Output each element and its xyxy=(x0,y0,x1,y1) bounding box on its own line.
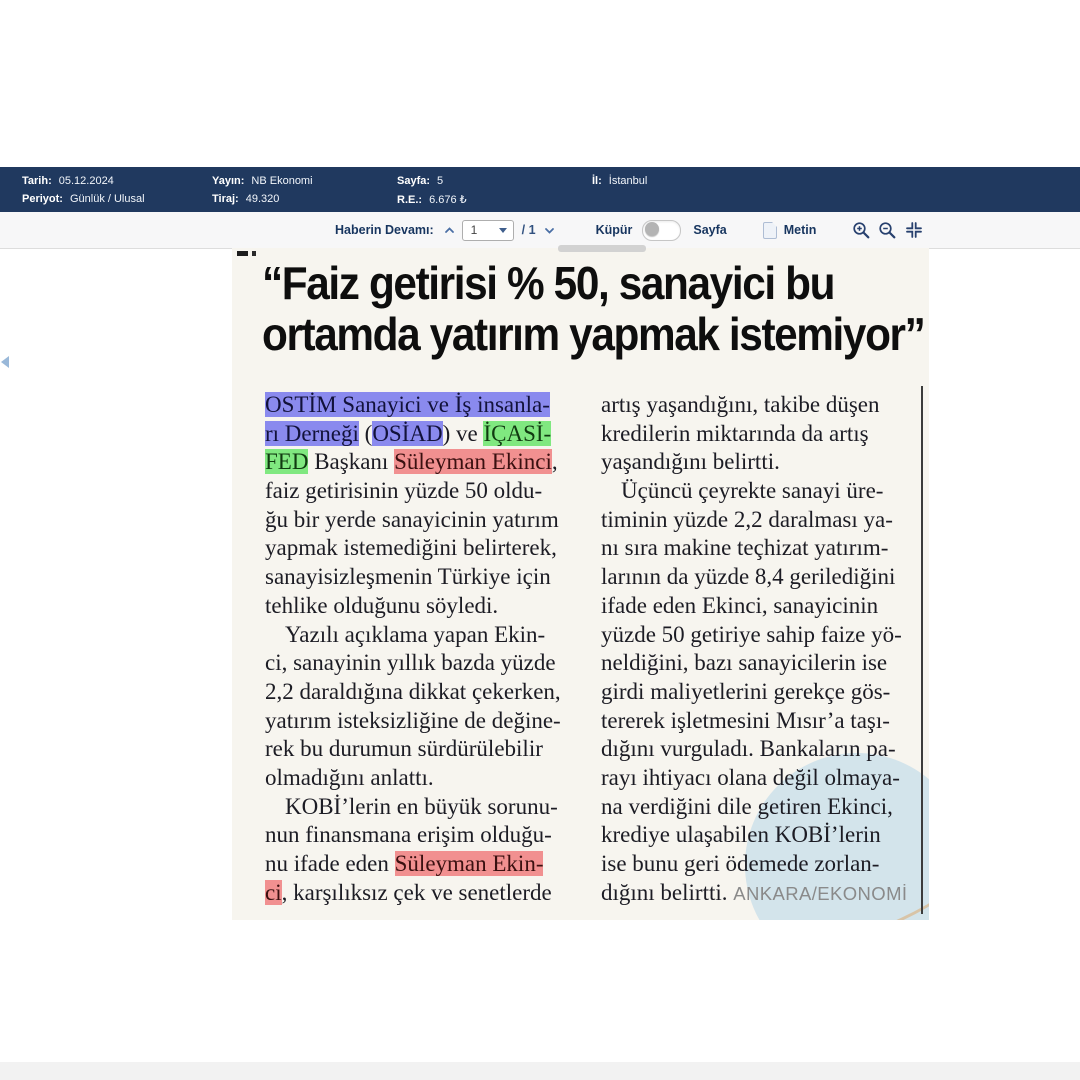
compress-icon[interactable] xyxy=(905,221,923,239)
page-total: / 1 xyxy=(521,223,536,237)
article-line xyxy=(265,707,579,736)
article-line xyxy=(265,764,579,793)
article-line xyxy=(601,764,915,793)
meta-cell-date xyxy=(22,167,202,212)
zoom-out-icon[interactable] xyxy=(878,221,897,240)
article-line xyxy=(265,649,579,678)
article-text: rek bu durumun sürdürülebilir xyxy=(265,736,543,762)
highlighted-text: İÇASİ- xyxy=(483,420,552,446)
article-line xyxy=(601,477,915,506)
article-headline xyxy=(262,257,925,360)
meta-cell-publication xyxy=(212,167,382,212)
article-text: 2,2 daraldığına dikkat çekerken, xyxy=(265,678,561,704)
newspaper-clipping xyxy=(232,248,929,920)
article-line xyxy=(601,420,915,449)
article-line xyxy=(601,735,915,764)
highlighted-text: OSİAD xyxy=(372,420,443,446)
article-text: girdi maliyetlerini gerekçe gös- xyxy=(601,678,891,704)
article-text: nı sıra makine teçhizat yatırım- xyxy=(601,535,889,561)
article-text: artış yaşandığını, takibe düşen xyxy=(601,392,880,417)
highlighted-text: Süleyman Ekin- xyxy=(394,851,544,876)
article-line xyxy=(601,563,915,592)
article-column-right xyxy=(601,391,915,907)
zoom-in-icon[interactable] xyxy=(852,221,871,240)
article-text: Yazılı açıklama yapan Ekin- xyxy=(285,621,546,647)
article-text: yüzde 50 getiriye sahip faize yö- xyxy=(601,621,902,647)
article-text: nun finansmana erişim olduğu- xyxy=(265,822,552,848)
article-line xyxy=(265,448,579,477)
highlighted-text: FED xyxy=(265,449,309,475)
chevron-down-icon[interactable] xyxy=(544,225,554,235)
meta-label: Tiraj: xyxy=(212,193,239,205)
meta-value: 5 xyxy=(437,175,444,187)
article-line xyxy=(265,563,579,592)
article-body xyxy=(265,391,915,907)
highlighted-text: Süleyman Ekinci xyxy=(394,449,552,475)
article-line xyxy=(601,391,915,420)
article-text: ci, sanayinin yıllık bazda yüzde xyxy=(265,650,556,676)
page-select[interactable] xyxy=(462,220,514,241)
article-line xyxy=(265,793,579,822)
article-line xyxy=(265,678,579,707)
article-text: Başkanı xyxy=(308,449,395,475)
article-line xyxy=(601,506,915,535)
article-line xyxy=(265,506,579,535)
meta-label: Tarih: xyxy=(22,175,52,187)
article-line xyxy=(601,534,915,563)
meta-value: 05.12.2024 xyxy=(58,175,114,187)
highlighted-text: ANKARA/EKONOMİ xyxy=(733,882,908,904)
article-text: neldiğini, bazı sanayicilerin ise xyxy=(601,650,888,676)
article-line xyxy=(265,850,579,879)
article-line xyxy=(265,821,579,850)
article-text: larının da yüzde 8,4 gerilediğini xyxy=(601,564,896,590)
article-line xyxy=(265,621,579,650)
bottom-strip xyxy=(0,1062,1080,1080)
chevron-up-icon[interactable] xyxy=(444,225,454,235)
meta-label: İl: xyxy=(592,175,602,187)
article-line xyxy=(265,534,579,563)
continuation-label: Haberin Devamı: xyxy=(335,223,434,237)
article-text: nu ifade eden xyxy=(265,851,395,876)
article-line xyxy=(265,420,579,449)
article-text: , karşılıksız çek ve senetlerde xyxy=(281,879,552,905)
meta-label: R.E.: xyxy=(397,194,423,206)
meta-cell-page xyxy=(397,167,547,212)
article-text: olmadığını anlattı. xyxy=(265,764,434,790)
kupur-label[interactable]: Küpür xyxy=(595,223,633,237)
article-text: sanayisizleşmenin Türkiye için xyxy=(265,564,551,590)
article-text: yaşandığını belirtti. xyxy=(601,449,780,475)
article-line xyxy=(601,678,915,707)
article-text: faiz getirisinin yüzde 50 oldu- xyxy=(265,478,543,504)
kupur-sayfa-toggle[interactable] xyxy=(642,220,681,241)
article-line xyxy=(265,592,579,621)
article-line xyxy=(265,391,579,420)
article-line xyxy=(265,879,579,908)
article-column-left xyxy=(265,391,579,907)
article-text: ğu bir yerde sanayicinin yatırım xyxy=(265,506,559,532)
metin-label[interactable]: Metin xyxy=(783,223,817,237)
article-text: timinin yüzde 2,2 daralması ya- xyxy=(601,506,893,532)
meta-value: İstanbul xyxy=(608,175,648,187)
article-line xyxy=(601,592,915,621)
select-arrow-icon xyxy=(499,228,507,233)
highlighted-text: ci xyxy=(265,879,282,905)
sayfa-label[interactable]: Sayfa xyxy=(693,223,727,237)
article-text: ifade eden Ekinci, sanayicinin xyxy=(601,592,879,618)
article-text: yapmak istemediğini belirterek, xyxy=(265,535,557,561)
viewer-toolbar xyxy=(0,212,1080,249)
article-line xyxy=(601,707,915,736)
page-select-value: 1 xyxy=(470,223,478,237)
article-line xyxy=(601,793,915,822)
article-text: dığını vurguladı. Bankaların pa- xyxy=(601,736,896,762)
meta-value: 6.676 ₺ xyxy=(429,194,467,206)
article-text: yatırım isteksizliğine de değine- xyxy=(265,707,561,733)
article-text: tehlike olduğunu söyledi. xyxy=(265,592,499,618)
article-line xyxy=(601,448,915,477)
highlighted-text: rı Derneği xyxy=(265,420,359,446)
article-text: na verdiğini dile getiren Ekinci, xyxy=(601,793,893,819)
article-text: , xyxy=(551,449,558,475)
headline-line: ortamda yatırım yapmak istemiyor” xyxy=(262,308,925,360)
meta-value: NB Ekonomi xyxy=(251,175,313,187)
article-line xyxy=(265,735,579,764)
headline-line: “Faiz getirisi % 50, sanayici bu xyxy=(262,257,835,309)
article-text: kredilerin miktarında da artış xyxy=(601,420,869,446)
article-line xyxy=(601,850,915,879)
article-text: krediye ulaşabilen KOBİ’lerin xyxy=(601,822,881,848)
meta-label: Sayfa: xyxy=(397,175,431,187)
article-text: rayı ihtiyacı olana değil olmaya- xyxy=(601,764,900,790)
scan-crop-artifact xyxy=(237,251,248,256)
article-text: ( xyxy=(358,420,373,446)
meta-cell-city xyxy=(592,167,742,212)
toggle-knob xyxy=(645,222,659,236)
article-line xyxy=(265,477,579,506)
meta-value: Günlük / Ulusal xyxy=(69,193,145,205)
meta-label: Periyot: xyxy=(22,193,63,205)
column-rule xyxy=(921,386,923,914)
article-line xyxy=(601,649,915,678)
article-text: dığını belirtti. xyxy=(601,879,734,905)
article-text: ise bunu geri ödemede zorlan- xyxy=(601,851,880,876)
article-line xyxy=(601,879,915,908)
document-icon[interactable] xyxy=(763,222,777,239)
article-text: ) ve xyxy=(442,420,484,446)
scan-crop-artifact xyxy=(252,251,256,256)
article-line xyxy=(601,821,915,850)
collapse-left-icon[interactable] xyxy=(1,356,9,368)
article-text: Üçüncü çeyrekte sanayi üre- xyxy=(621,478,884,504)
article-text: tererek işletmesini Mısır’a taşı- xyxy=(601,707,890,733)
meta-value: 49.320 xyxy=(245,193,280,205)
article-text: KOBİ’lerin en büyük sorunu- xyxy=(285,793,558,819)
highlighted-text: OSTİM Sanayici ve İş insanla- xyxy=(265,392,550,417)
meta-label: Yayın: xyxy=(212,175,245,187)
clip-meta-bar xyxy=(0,167,1080,212)
article-line xyxy=(601,621,915,650)
scrollbar-thumb[interactable] xyxy=(558,245,646,252)
